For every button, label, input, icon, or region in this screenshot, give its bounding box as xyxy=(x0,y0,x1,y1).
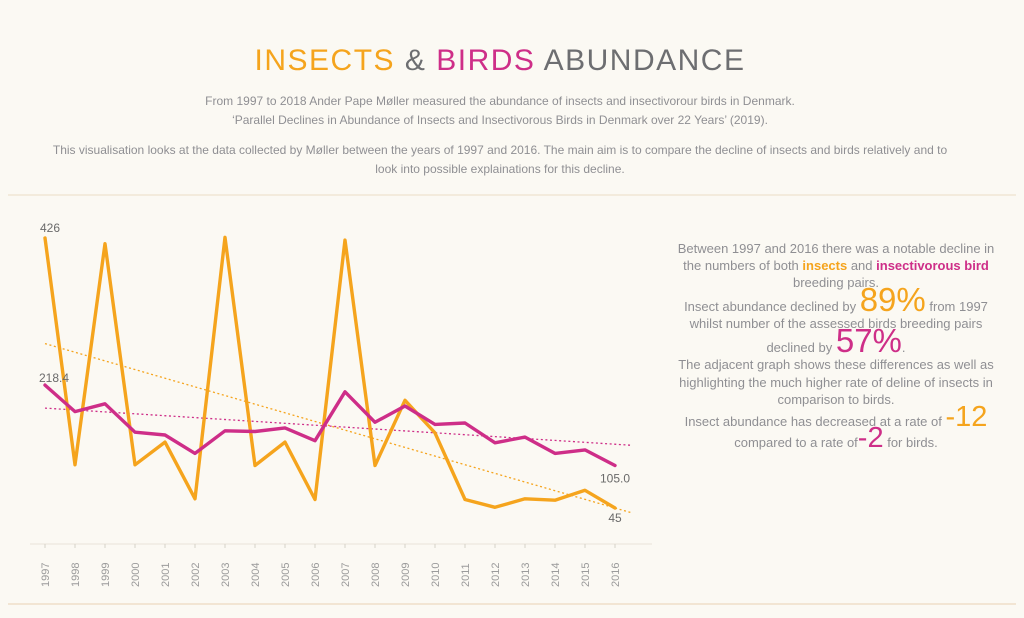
summary-line-1: Between 1997 and 2016 there was a notable decline in xyxy=(677,241,995,256)
x-axis-year-label: 2002 xyxy=(190,562,202,587)
percentage-decline-paragraph: Insect abundance declined by 89% from 1997 whilst number of the assessed birds breeding pairs declined by 57%. xyxy=(684,281,988,359)
intro-aim-paragraph xyxy=(0,141,1000,179)
x-axis-year-label: 2003 xyxy=(220,562,232,587)
x-axis-year-label: 2005 xyxy=(280,562,292,587)
x-axis-year-label: 2007 xyxy=(340,562,352,587)
x-axis-year-label: 1998 xyxy=(70,562,82,587)
intro-line-2: ‘Parallel Declines in Abundance of Insects and Insectivorous Birds in Denmark over 22 Years’ (2019). xyxy=(232,113,768,127)
header-divider xyxy=(8,194,1016,196)
value-label-218.4: 218.4 xyxy=(38,371,70,386)
x-axis-year-label: 2012 xyxy=(490,562,502,587)
page-title xyxy=(0,44,1000,78)
x-axis-year-label: 1999 xyxy=(100,562,112,587)
graph-explanation-paragraph: The adjacent graph shows these differences as well as highlighting the much higher rate of deline of insects in comparison to birds. xyxy=(678,357,994,407)
intro-line-4: look into possible explainations for this decline. xyxy=(375,162,625,176)
title-ampersand: & xyxy=(395,44,437,78)
x-axis-year-label: 2008 xyxy=(370,562,382,587)
abundance-chart-svg xyxy=(20,206,670,596)
title-word-birds: BIRDS xyxy=(436,44,536,78)
intro-line-1: From 1997 to 2018 Ander Pape Møller measured the abundance of insects and insectivorour birds in Denmark. xyxy=(205,94,795,108)
insects-line[interactable] xyxy=(45,237,615,508)
x-axis-year-label: 1997 xyxy=(40,562,52,587)
decline-summary-paragraph: Between 1997 and 2016 there was a notable decline in the numbers of both insects and insectivorous bird breeding pairs. xyxy=(677,241,995,290)
x-axis-year-label: 2014 xyxy=(550,562,562,587)
x-axis-year-label: 2013 xyxy=(520,562,532,587)
x-axis-year-label: 2009 xyxy=(400,562,412,587)
birds-highlight: insectivorous bird xyxy=(876,258,989,273)
value-label-45: 45 xyxy=(608,511,622,525)
x-axis-year-label: 2006 xyxy=(310,562,322,587)
insect-decline-percentage: 89% xyxy=(859,281,926,318)
intro-source-paragraph xyxy=(0,92,1000,130)
value-label-426: 426 xyxy=(39,221,61,235)
title-word-abundance: ABUNDANCE xyxy=(535,44,746,78)
x-axis-year-label: 2015 xyxy=(580,562,592,587)
insects-highlight: insects xyxy=(802,258,848,273)
x-axis-year-label: 2001 xyxy=(160,562,172,587)
rate-paragraph: Insect abundance has decreased at a rate of -12 compared to a rate of-2 for birds. xyxy=(684,400,988,454)
x-axis-year-label: 2000 xyxy=(130,562,142,587)
x-axis-year-label: 2016 xyxy=(610,562,622,587)
bird-decline-percentage: 57% xyxy=(835,322,902,359)
insight-panel xyxy=(656,240,1016,454)
value-label-105.0: 105.0 xyxy=(599,471,631,486)
footer-divider xyxy=(8,603,1016,605)
abundance-chart xyxy=(20,206,670,596)
x-axis-year-label: 2010 xyxy=(430,562,442,587)
x-axis-year-label: 2011 xyxy=(460,563,472,587)
bird-rate-value: -2 xyxy=(857,421,884,454)
intro-line-3: This visualisation looks at the data collected by Møller between the years of 1997 and 2016. The main aim is to compare the decline of insects and birds relatively and to xyxy=(52,143,948,157)
insect-rate-value: -12 xyxy=(945,400,988,433)
x-axis-year-label: 2004 xyxy=(250,562,262,587)
title-word-insects: INSECTS xyxy=(254,44,396,78)
